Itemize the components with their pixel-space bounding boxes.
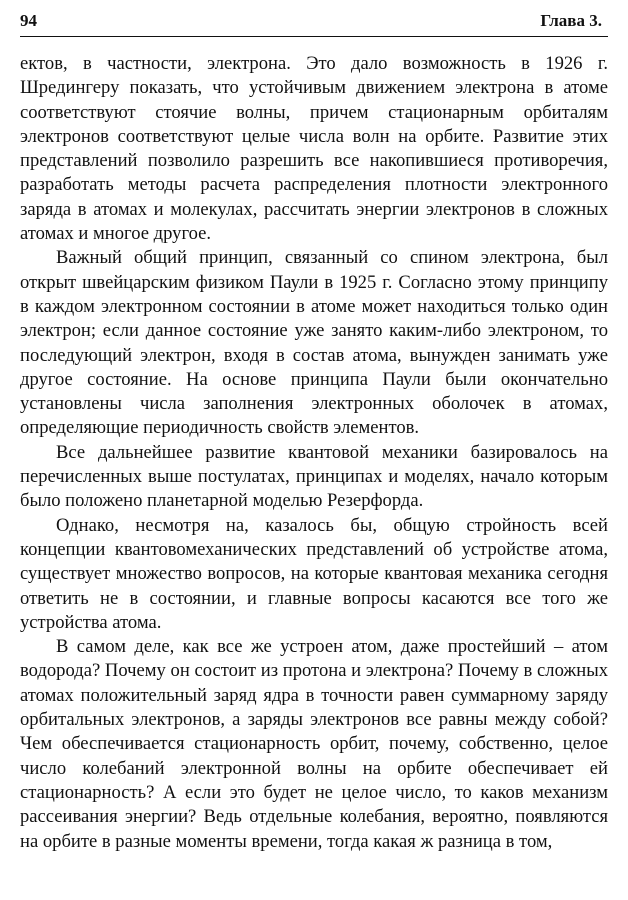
running-header: [20, 10, 608, 32]
paragraph-open-questions: Однако, несмотря на, казалось бы, общую стройность всей концепции квантовомеханических представлений об устройстве атома, существует множество вопросов, на которые квантовая механика сегодня ответить не в состоянии, и главные вопросы касаются все того же устройства атома.: [20, 514, 608, 633]
chapter-label: Глава 3.: [540, 11, 602, 30]
page-number: 94: [20, 11, 37, 30]
body-text: [20, 52, 608, 854]
paragraph-pauli-principle: Важный общий принцип, связанный со спином электрона, был открыт швейцарским физиком Паули в 1925 г. Согласно этому принципу в каждом электронном состоянии в атоме может находиться только один электрон; если данное состояние уже занято каким-либо электроном, то последующий электрон, входя в состав атома, вынужден занимать уже другое состояние. На основе принципа Паули были окончательно установлены числа заполнения электронных оболочек в атомах, определяющие периодичность свойств элементов.: [20, 247, 608, 439]
paragraph-quantum-development: Все дальнейшее развитие квантовой механики базировалось на перечисленных выше постулатах, принципах и моделях, начало которым было положено планетарной моделью Резерфорда.: [20, 441, 608, 512]
header-rule: [20, 36, 608, 37]
paragraph-hydrogen-atom: В самом деле, как все же устроен атом, даже простейший – атом водорода? Почему он состоит из протона и электрона? Почему в сложных атомах положительный заряд ядра в точности равен суммарному заряду орбитальных электронов, а заряды электронов все равны между собой? Чем обеспечивается стационарность орбит, почему, собственно, целое число колебаний электронной волны на орбите обеспечивает ей стационарность? А если это будет не целое число, то каков механизм рассеивания энергии? Ведь отдельные колебания, вероятно, появляются на орбите в разные моменты времени, тогда какая ж разница в том,: [20, 636, 608, 852]
paragraph-continued: ектов, в частности, электрона. Это дало возможность в 1926 г. Шредингеру показать, что устойчивым движением электрона в атоме соответствуют стоячие волны, причем стационарным орбиталям электронов соответствуют целые числа волн на орбите. Развитие этих представлений позволило разрешить все накопившиеся противоречия, разработать методы расчета распределения плотности электронного заряда в атомах и молекулах, рассчитать энергии электронов в сложных атомах и многое другое.: [20, 53, 608, 245]
